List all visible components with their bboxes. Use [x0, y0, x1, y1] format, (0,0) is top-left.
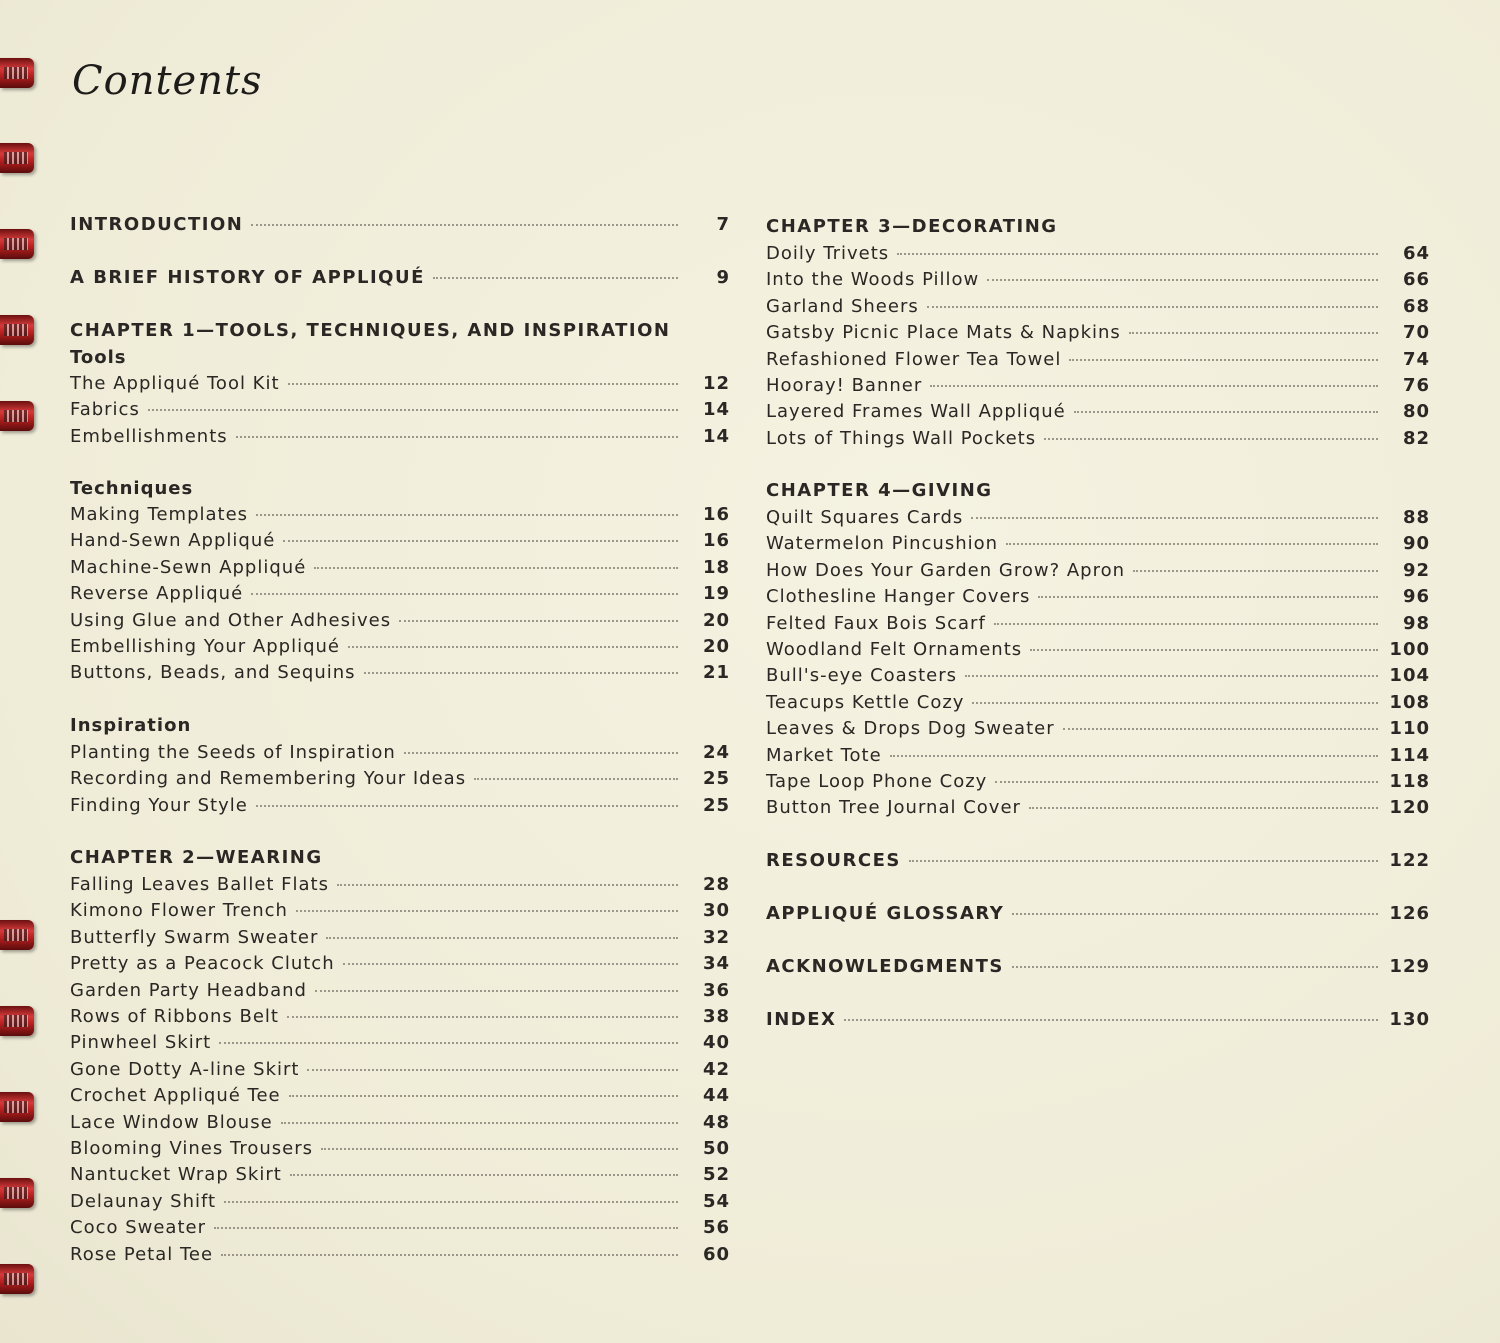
- dot-leader: [1129, 332, 1378, 334]
- toc-entry-page-number: 126: [1389, 903, 1430, 924]
- toc-entry[interactable]: [766, 613, 1430, 639]
- page-title: Contents: [72, 58, 263, 104]
- dot-leader: [1133, 570, 1378, 572]
- toc-entry[interactable]: [70, 1059, 730, 1085]
- binding-coil: [0, 1006, 34, 1036]
- toc-entry-page-number: 108: [1389, 691, 1430, 713]
- toc-entry[interactable]: [70, 1138, 730, 1164]
- toc-entry-label: A BRIEF HISTORY OF APPLIQUÉ: [70, 267, 425, 288]
- toc-entry[interactable]: [70, 636, 730, 662]
- toc-entry-label: Hooray! Banner: [766, 375, 923, 396]
- toc-entry-label: Falling Leaves Ballet Flats: [70, 874, 329, 895]
- toc-entry-label: Into the Woods Pillow: [766, 269, 980, 291]
- dot-leader: [987, 279, 1378, 281]
- toc-entry-label: Coco Sweater: [70, 1217, 206, 1239]
- toc-entry-page-number: 60: [702, 1243, 730, 1265]
- toc-entry-page-number: 38: [702, 1006, 730, 1027]
- dot-leader: [844, 1019, 1378, 1021]
- toc-entry-page-number: 19: [702, 583, 730, 605]
- toc-entry-page-number: 66: [1402, 269, 1430, 291]
- toc-entry-label: Finding Your Style: [70, 794, 248, 816]
- toc-entry[interactable]: [70, 927, 730, 953]
- toc-entry-label: Felted Faux Bois Scarf: [766, 612, 986, 634]
- toc-entry-label: Quilt Squares Cards: [766, 507, 964, 528]
- toc-entry-page-number: 76: [1402, 375, 1430, 396]
- spiral-binding: [0, 0, 40, 1343]
- toc-entry-label: Nantucket Wrap Skirt: [70, 1164, 282, 1186]
- dot-leader: [348, 646, 678, 648]
- dot-leader: [890, 755, 1378, 757]
- dot-leader: [1069, 359, 1378, 361]
- toc-entry[interactable]: [70, 399, 730, 425]
- toc-entry[interactable]: [70, 768, 730, 794]
- toc-entry-label: Blooming Vines Trousers: [70, 1138, 313, 1159]
- toc-entry-page-number: 80: [1402, 401, 1430, 423]
- dot-leader: [337, 884, 678, 886]
- dot-leader: [1063, 728, 1378, 730]
- toc-entry[interactable]: [766, 797, 1430, 823]
- toc-entry-page-number: 56: [702, 1217, 730, 1239]
- dot-leader: [148, 409, 678, 411]
- toc-entry-page-number: 14: [702, 425, 730, 447]
- toc-entry-page-number: 44: [702, 1085, 730, 1107]
- toc-entry-label: Pinwheel Skirt: [70, 1032, 212, 1054]
- dot-leader: [307, 1069, 678, 1071]
- toc-entry-label: Hand-Sewn Appliqué: [70, 530, 276, 552]
- dot-leader: [290, 1174, 678, 1176]
- dot-leader: [283, 540, 678, 542]
- toc-entry[interactable]: [70, 1244, 730, 1270]
- dot-leader: [296, 910, 678, 912]
- toc-entry[interactable]: [766, 903, 1430, 929]
- dot-leader: [256, 514, 678, 516]
- toc-entry[interactable]: [70, 1112, 730, 1138]
- chapter-heading: CHAPTER 4—GIVING: [766, 480, 993, 501]
- chapter-heading: CHAPTER 1—TOOLS, TECHNIQUES, AND INSPIRATION: [70, 320, 671, 341]
- toc-entry-page-number: 88: [1402, 507, 1430, 528]
- toc-entry-label: Kimono Flower Trench: [70, 900, 288, 922]
- dot-leader: [474, 778, 678, 780]
- toc-entry[interactable]: [70, 1217, 730, 1243]
- toc-entry[interactable]: [766, 771, 1430, 797]
- dot-leader: [251, 224, 678, 226]
- dot-leader: [236, 436, 678, 438]
- toc-entry-page-number: 118: [1389, 771, 1430, 792]
- toc-entry-page-number: 114: [1389, 744, 1430, 766]
- toc-entry[interactable]: [766, 401, 1430, 427]
- toc-entry-label: Garden Party Headband: [70, 979, 307, 1001]
- toc-entry-label: Buttons, Beads, and Sequins: [70, 662, 356, 684]
- toc-entry[interactable]: [766, 533, 1430, 559]
- toc-entry-page-number: 70: [1402, 322, 1430, 344]
- toc-entry-page-number: 25: [702, 768, 730, 790]
- toc-entry[interactable]: [766, 1009, 1430, 1035]
- toc-entry[interactable]: [766, 586, 1430, 612]
- toc-entry-label: RESOURCES: [766, 850, 901, 871]
- binding-coil: [0, 143, 34, 173]
- toc-entry-page-number: 130: [1389, 1009, 1430, 1030]
- toc-entry-page-number: 20: [702, 636, 730, 657]
- toc-entry-page-number: 74: [1402, 348, 1430, 370]
- dot-leader: [224, 1201, 678, 1203]
- toc-entry-page-number: 64: [1402, 243, 1430, 264]
- toc-entry-page-number: 21: [702, 662, 730, 684]
- toc-entry[interactable]: [70, 874, 730, 900]
- toc-entry[interactable]: [70, 426, 730, 452]
- toc-entry[interactable]: [766, 428, 1430, 454]
- toc-entry[interactable]: [766, 269, 1430, 295]
- toc-entry-label: APPLIQUÉ GLOSSARY: [766, 903, 1005, 924]
- toc-entry-page-number: 40: [702, 1032, 730, 1054]
- toc-entry-page-number: 110: [1389, 718, 1430, 740]
- toc-entry[interactable]: [70, 583, 730, 609]
- toc-entry-label: Refashioned Flower Tea Towel: [766, 348, 1062, 370]
- toc-entry[interactable]: [766, 349, 1430, 375]
- toc-entry-page-number: 96: [1402, 586, 1430, 608]
- dot-leader: [399, 620, 678, 622]
- toc-entry-label: Teacups Kettle Cozy: [766, 691, 965, 713]
- toc-entry-page-number: 48: [702, 1111, 730, 1133]
- dot-leader: [315, 990, 678, 992]
- toc-entry-label: Recording and Remembering Your Ideas: [70, 768, 467, 790]
- dot-leader: [1074, 411, 1378, 413]
- toc-entry[interactable]: [70, 742, 730, 768]
- toc-entry[interactable]: [70, 662, 730, 688]
- binding-coil: [0, 58, 34, 88]
- toc-entry-page-number: 20: [702, 609, 730, 631]
- toc-entry-page-number: 16: [702, 504, 730, 525]
- dot-leader: [321, 1148, 678, 1150]
- dot-leader: [971, 517, 1378, 519]
- toc-entry-label: Planting the Seeds of Inspiration: [70, 742, 396, 763]
- binding-coil: [0, 1092, 34, 1122]
- toc-entry-page-number: 14: [702, 399, 730, 421]
- dot-leader: [219, 1042, 678, 1044]
- toc-entry-page-number: 129: [1389, 956, 1430, 977]
- toc-entry-page-number: 120: [1389, 797, 1430, 819]
- toc-entry-label: Watermelon Pincushion: [766, 533, 999, 555]
- toc-entry-page-number: 50: [702, 1138, 730, 1159]
- toc-entry[interactable]: [766, 665, 1430, 691]
- section-heading: Tools: [70, 347, 127, 368]
- dot-leader: [326, 937, 678, 939]
- dot-leader: [1006, 543, 1378, 545]
- toc-entry-label: INTRODUCTION: [70, 214, 244, 235]
- toc-entry-page-number: 82: [1402, 427, 1430, 449]
- dot-leader: [909, 860, 1378, 862]
- toc-entry[interactable]: [766, 956, 1430, 982]
- toc-entry-label: Doily Trivets: [766, 243, 890, 264]
- toc-entry[interactable]: [766, 692, 1430, 718]
- dot-leader: [897, 253, 1378, 255]
- toc-entry-label: Delaunay Shift: [70, 1190, 217, 1212]
- toc-entry-label: Gone Dotty A-line Skirt: [70, 1058, 300, 1080]
- toc-entry-label: Rows of Ribbons Belt: [70, 1006, 279, 1027]
- toc-entry-label: Machine-Sewn Appliqué: [70, 556, 307, 578]
- toc-entry-label: Making Templates: [70, 504, 249, 525]
- toc-entry-page-number: 7: [716, 214, 730, 235]
- toc-entry[interactable]: [766, 243, 1430, 269]
- toc-entry-page-number: 28: [702, 874, 730, 895]
- section-heading: Techniques: [70, 478, 194, 499]
- toc-entry-label: Embellishments: [70, 425, 228, 447]
- toc-entry-label: Leaves & Drops Dog Sweater: [766, 718, 1055, 740]
- toc-entry-page-number: 25: [702, 794, 730, 816]
- toc-entry-page-number: 52: [702, 1164, 730, 1186]
- toc-entry[interactable]: [70, 530, 730, 556]
- toc-entry-label: Gatsby Picnic Place Mats & Napkins: [766, 322, 1121, 344]
- dot-leader: [930, 385, 1378, 387]
- toc-entry-page-number: 100: [1389, 639, 1430, 660]
- toc-entry-page-number: 36: [702, 979, 730, 1001]
- toc-entry-label: Fabrics: [70, 399, 140, 421]
- dot-leader: [251, 593, 678, 595]
- toc-entry-label: Button Tree Journal Cover: [766, 797, 1021, 819]
- toc-entry-label: Embellishing Your Appliqué: [70, 636, 340, 657]
- toc-entry[interactable]: [766, 507, 1430, 533]
- dot-leader: [256, 805, 678, 807]
- toc-entry-label: Woodland Felt Ornaments: [766, 639, 1023, 660]
- binding-coil: [0, 1264, 34, 1294]
- toc-entry-label: Reverse Appliqué: [70, 583, 244, 605]
- binding-coil: [0, 920, 34, 950]
- dot-leader: [1038, 596, 1378, 598]
- toc-entry-page-number: 90: [1402, 533, 1430, 555]
- toc-entry[interactable]: [766, 560, 1430, 586]
- toc-entry-page-number: 30: [702, 900, 730, 922]
- toc-entry-label: Garland Sheers: [766, 295, 919, 317]
- toc-entry[interactable]: [766, 296, 1430, 322]
- dot-leader: [1029, 807, 1378, 809]
- dot-leader: [289, 1095, 678, 1097]
- toc-entry[interactable]: [70, 610, 730, 636]
- chapter-heading: CHAPTER 2—WEARING: [70, 847, 323, 868]
- toc-entry-label: Bull's-eye Coasters: [766, 665, 958, 687]
- binding-coil: [0, 315, 34, 345]
- toc-entry[interactable]: [70, 373, 730, 399]
- toc-entry-page-number: 34: [702, 953, 730, 975]
- toc-entry-page-number: 18: [702, 556, 730, 578]
- toc-entry-page-number: 16: [702, 530, 730, 552]
- dot-leader: [433, 277, 678, 279]
- toc-entry[interactable]: [70, 900, 730, 926]
- toc-entry-page-number: 9: [716, 267, 730, 288]
- toc-entry-page-number: 122: [1389, 850, 1430, 871]
- dot-leader: [927, 306, 1378, 308]
- toc-entry[interactable]: [70, 1164, 730, 1190]
- toc-entry-label: Butterfly Swarm Sweater: [70, 926, 319, 948]
- toc-entry[interactable]: [766, 850, 1430, 876]
- toc-entry-label: Crochet Appliqué Tee: [70, 1085, 281, 1107]
- dot-leader: [1012, 966, 1378, 968]
- toc-entry[interactable]: [766, 718, 1430, 744]
- toc-entry[interactable]: [70, 267, 730, 293]
- dot-leader: [1012, 913, 1378, 915]
- dot-leader: [1030, 649, 1378, 651]
- toc-entry-label: Lace Window Blouse: [70, 1111, 273, 1133]
- section-heading: Inspiration: [70, 715, 192, 736]
- toc-entry-label: Using Glue and Other Adhesives: [70, 609, 392, 631]
- dot-leader: [995, 781, 1378, 783]
- dot-leader: [288, 383, 678, 385]
- dot-leader: [343, 963, 678, 965]
- toc-entry-page-number: 104: [1389, 665, 1430, 687]
- toc-entry-page-number: 98: [1402, 612, 1430, 634]
- toc-entry[interactable]: [70, 504, 730, 530]
- dot-leader: [972, 702, 1378, 704]
- dot-leader: [221, 1254, 678, 1256]
- dot-leader: [965, 675, 1378, 677]
- toc-entry-label: The Appliqué Tool Kit: [70, 373, 280, 394]
- toc-entry-page-number: 32: [702, 926, 730, 948]
- toc-entry-page-number: 12: [702, 373, 730, 394]
- toc-entry[interactable]: [766, 375, 1430, 401]
- toc-entry[interactable]: [766, 322, 1430, 348]
- toc-entry-label: ACKNOWLEDGMENTS: [766, 956, 1004, 977]
- binding-coil: [0, 1178, 34, 1208]
- toc-entry[interactable]: [70, 953, 730, 979]
- toc-entry[interactable]: [70, 1006, 730, 1032]
- toc-entry-label: Tape Loop Phone Cozy: [766, 771, 988, 792]
- toc-entry-label: Layered Frames Wall Appliqué: [766, 401, 1066, 423]
- toc-entry-label: Market Tote: [766, 744, 882, 766]
- toc-entry[interactable]: [70, 1085, 730, 1111]
- binding-coil: [0, 401, 34, 431]
- toc-entry[interactable]: [70, 795, 730, 821]
- toc-entry-label: Clothesline Hanger Covers: [766, 586, 1031, 608]
- toc-entry-label: INDEX: [766, 1009, 837, 1030]
- toc-entry-page-number: 54: [702, 1190, 730, 1212]
- toc-entry[interactable]: [70, 1191, 730, 1217]
- dot-leader: [364, 672, 678, 674]
- toc-entry-page-number: 68: [1402, 295, 1430, 317]
- toc-entry-label: Lots of Things Wall Pockets: [766, 427, 1037, 449]
- dot-leader: [281, 1122, 678, 1124]
- dot-leader: [314, 567, 678, 569]
- binding-coil: [0, 229, 34, 259]
- dot-leader: [404, 752, 678, 754]
- toc-entry[interactable]: [70, 214, 730, 240]
- toc-entry-label: Pretty as a Peacock Clutch: [70, 953, 335, 975]
- toc-entry-label: Rose Petal Tee: [70, 1243, 214, 1265]
- toc-entry-page-number: 92: [1402, 559, 1430, 581]
- dot-leader: [214, 1227, 678, 1229]
- dot-leader: [287, 1016, 678, 1018]
- toc-entry[interactable]: [766, 639, 1430, 665]
- chapter-heading: CHAPTER 3—DECORATING: [766, 216, 1058, 237]
- toc-entry[interactable]: [70, 1032, 730, 1058]
- dot-leader: [1044, 438, 1378, 440]
- dot-leader: [994, 623, 1378, 625]
- toc-entry-label: How Does Your Garden Grow? Apron: [766, 559, 1126, 581]
- toc-entry[interactable]: [766, 745, 1430, 771]
- toc-entry[interactable]: [70, 557, 730, 583]
- toc-entry[interactable]: [70, 980, 730, 1006]
- toc-entry-page-number: 42: [702, 1058, 730, 1080]
- toc-entry-page-number: 24: [702, 742, 730, 763]
